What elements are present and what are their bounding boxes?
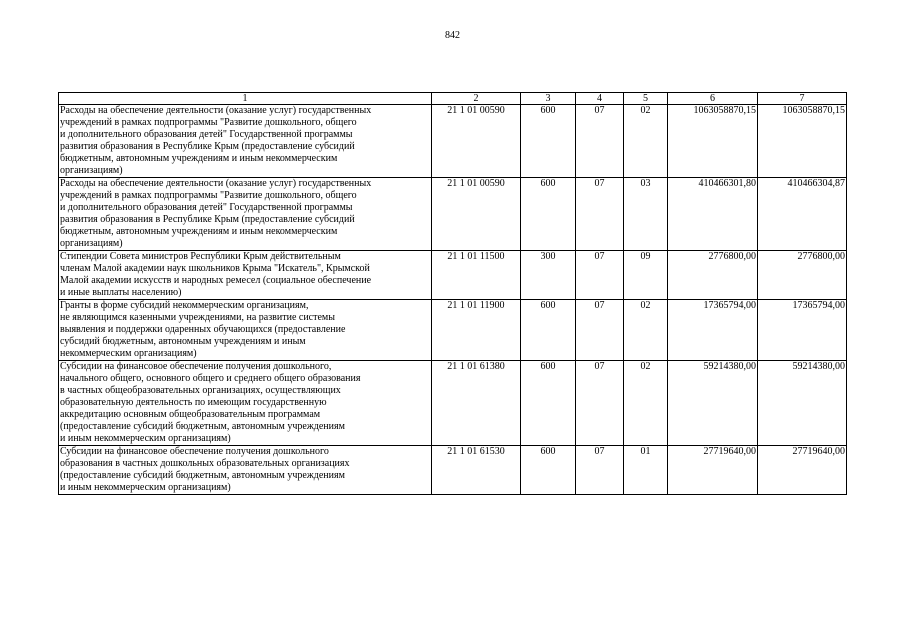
row-description: Субсидии на финансовое обеспечение получения дошкольного, начального общего, основного общего и среднего общего образования в частных общеобразовательных организациях, осуществляющих образовательную деятельность по имеющим государственную аккредитацию основным общеобразовательным программам (предоставление субсидий бюджетным, автономным учреждениям и иным некоммерческим организациям): [59, 361, 432, 446]
row-col3: 600: [521, 178, 576, 251]
row-amount-col7: 17365794,00: [758, 300, 847, 361]
table-row: [59, 361, 847, 446]
row-col5: 02: [624, 300, 668, 361]
row-description: Расходы на обеспечение деятельности (оказание услуг) государственных учреждений в рамках подпрограммы "Развитие дошкольного, общего и дополнительного образования детей" Государственной программы развития образования в Республике Крым (предоставление субсидий бюджетным, автономным учреждениям и иным некоммерческим организациям): [59, 178, 432, 251]
header-cell: 1: [59, 93, 432, 105]
header-cell: 2: [432, 93, 521, 105]
row-code: 21 1 01 00590: [432, 178, 521, 251]
row-code: 21 1 01 11900: [432, 300, 521, 361]
row-col5: 09: [624, 251, 668, 300]
budget-table: [58, 92, 847, 495]
row-col4: 07: [576, 251, 624, 300]
row-code: 21 1 01 61380: [432, 361, 521, 446]
row-col3: 600: [521, 446, 576, 495]
row-code: 21 1 01 00590: [432, 105, 521, 178]
row-col3: 600: [521, 361, 576, 446]
row-col5: 02: [624, 361, 668, 446]
header-cell: 6: [668, 93, 758, 105]
row-description: Субсидии на финансовое обеспечение получения дошкольного образования в частных дошкольных образовательных организациях (предоставление субсидий бюджетным, автономным учреждениям и иным некоммерческим организациям): [59, 446, 432, 495]
row-col5: 02: [624, 105, 668, 178]
row-amount-col6: 410466301,80: [668, 178, 758, 251]
row-code: 21 1 01 61530: [432, 446, 521, 495]
header-cell: 5: [624, 93, 668, 105]
header-cell: 4: [576, 93, 624, 105]
table-header-row: [59, 93, 847, 105]
row-amount-col6: 59214380,00: [668, 361, 758, 446]
header-cell: 7: [758, 93, 847, 105]
row-col4: 07: [576, 105, 624, 178]
row-amount-col7: 59214380,00: [758, 361, 847, 446]
row-col3: 300: [521, 251, 576, 300]
table-row: [59, 178, 847, 251]
row-amount-col6: 2776800,00: [668, 251, 758, 300]
row-description: Стипендии Совета министров Республики Крым действительным членам Малой академии наук школьников Крыма "Искатель", Крымской Малой академии искусств и народных ремесел (социальное обеспечение и иные выплаты населению): [59, 251, 432, 300]
table-row: [59, 105, 847, 178]
row-col4: 07: [576, 178, 624, 251]
header-cell: 3: [521, 93, 576, 105]
row-amount-col6: 1063058870,15: [668, 105, 758, 178]
row-col5: 03: [624, 178, 668, 251]
row-col4: 07: [576, 300, 624, 361]
row-col4: 07: [576, 446, 624, 495]
table-row: [59, 251, 847, 300]
row-amount-col7: 27719640,00: [758, 446, 847, 495]
row-amount-col7: 410466304,87: [758, 178, 847, 251]
row-col3: 600: [521, 300, 576, 361]
table-row: [59, 446, 847, 495]
table-row: [59, 300, 847, 361]
row-col5: 01: [624, 446, 668, 495]
row-amount-col7: 1063058870,15: [758, 105, 847, 178]
row-description: Гранты в форме субсидий некоммерческим организациям, не являющимся казенными учреждениями, на развитие системы выявления и поддержки одаренных обучающихся (предоставление субсидий бюджетным, автономным учреждениям и иным некоммерческим организациям): [59, 300, 432, 361]
row-amount-col6: 27719640,00: [668, 446, 758, 495]
row-description: Расходы на обеспечение деятельности (оказание услуг) государственных учреждений в рамках подпрограммы "Развитие дошкольного, общего и дополнительного образования детей" Государственной программы развития образования в Республике Крым (предоставление субсидий бюджетным, автономным учреждениям и иным некоммерческим организациям): [59, 105, 432, 178]
page-number: 842: [445, 30, 460, 41]
row-amount-col6: 17365794,00: [668, 300, 758, 361]
row-amount-col7: 2776800,00: [758, 251, 847, 300]
row-col4: 07: [576, 361, 624, 446]
row-code: 21 1 01 11500: [432, 251, 521, 300]
row-col3: 600: [521, 105, 576, 178]
